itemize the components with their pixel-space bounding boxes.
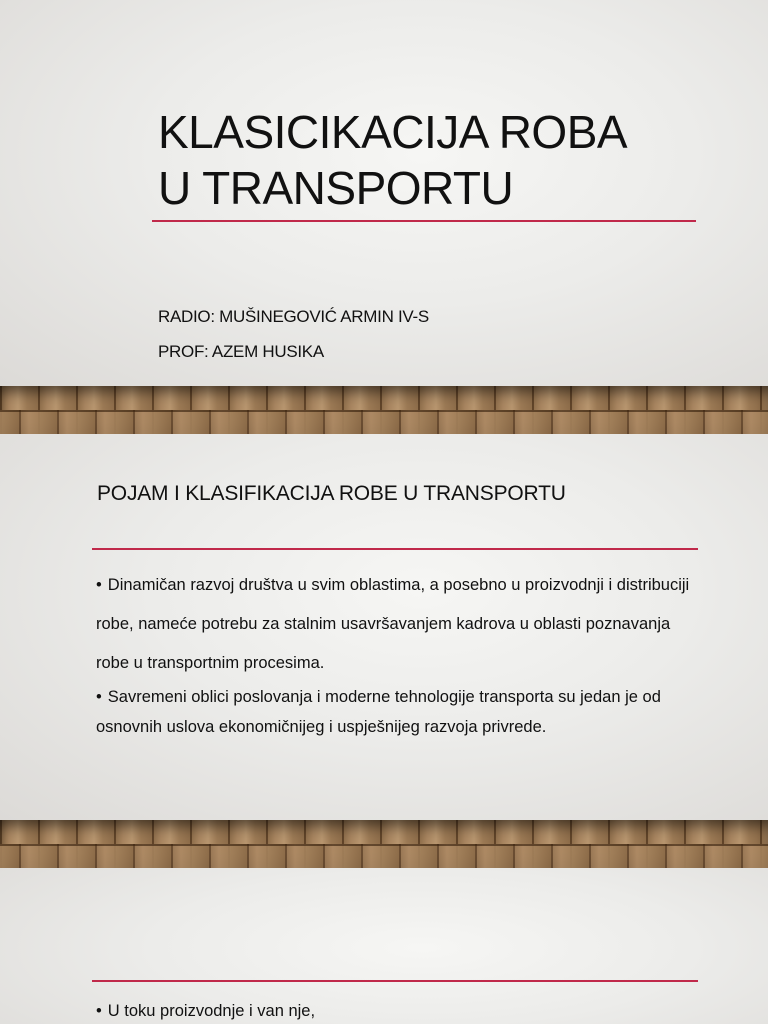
bullet-icon: • bbox=[96, 1002, 102, 1020]
professor-line: PROF: AZEM HUSIKA bbox=[158, 342, 324, 361]
slide-heading: POJAM I KLASIFIKACIJA ROBE U TRANSPORTU bbox=[97, 482, 566, 505]
heading-accent-rule bbox=[92, 548, 698, 550]
wood-plank-row bbox=[0, 844, 768, 868]
author-line: RADIO: MUŠINEGOVIĆ ARMIN IV-S bbox=[158, 307, 429, 326]
slide-3 bbox=[0, 868, 768, 1024]
plank-seam bbox=[0, 844, 768, 846]
wood-plank-row bbox=[0, 410, 768, 434]
slide-title: KLASICIKACIJA ROBA U TRANSPORTU bbox=[158, 106, 628, 214]
bullet-icon: • bbox=[96, 688, 102, 706]
title-accent-rule bbox=[152, 220, 696, 222]
bullet-icon: • bbox=[96, 576, 102, 594]
slide-1 bbox=[0, 0, 768, 386]
plank-seam bbox=[0, 410, 768, 412]
wood-floor-divider bbox=[0, 820, 768, 868]
slide-2 bbox=[0, 434, 768, 820]
bullet-paragraph bbox=[96, 682, 696, 742]
bullet-text: U toku proizvodnje i van nje, bbox=[107, 1002, 316, 1020]
heading-accent-rule bbox=[92, 980, 698, 982]
bullet-paragraph bbox=[96, 566, 696, 683]
bullet-text: Dinamičan razvoj društva u svim oblastima, a posebno u proizvodnji i distribuciji robe, nameće potrebu za stalnim usavršavanjem kadrova u oblasti poznavanja robe u transportnim procesima. bbox=[96, 576, 690, 672]
bullet-paragraph bbox=[96, 996, 696, 1024]
bullet-text: Savremeni oblici poslovanja i moderne tehnologije transporta su jedan je od osnovnih uslova ekonomičnijeg i uspješnijeg razvoja privrede. bbox=[96, 688, 661, 736]
wood-floor-divider bbox=[0, 386, 768, 434]
